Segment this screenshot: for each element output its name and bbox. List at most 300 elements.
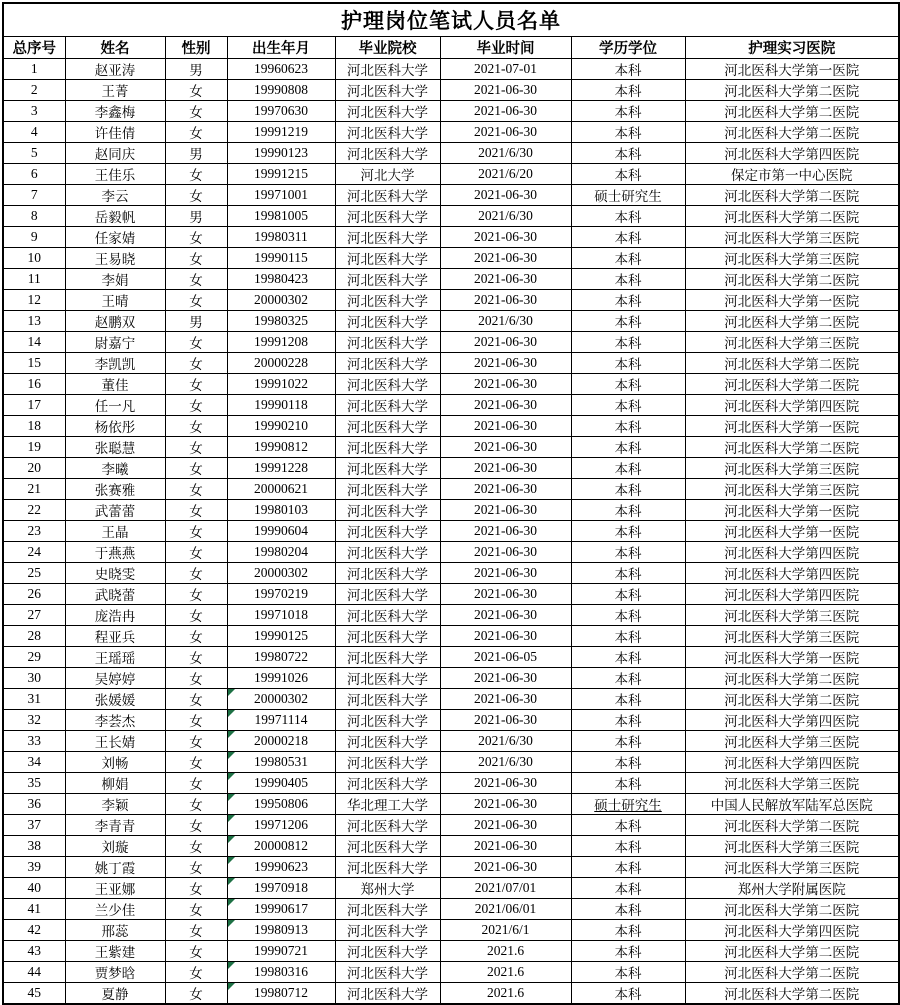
school-cell[interactable]: 郑州大学 <box>335 877 440 898</box>
graduation-date-cell[interactable]: 2021-06-30 <box>440 331 571 352</box>
serial-cell[interactable]: 34 <box>3 751 65 772</box>
birth-date-cell[interactable]: 19980423 <box>227 268 335 289</box>
hospital-cell[interactable]: 河北医科大学第二医院 <box>685 205 899 226</box>
degree-cell[interactable]: 本科 <box>571 289 685 310</box>
column-header-gender[interactable]: 性别 <box>165 36 227 58</box>
degree-cell[interactable]: 本科 <box>571 583 685 604</box>
gender-cell[interactable]: 女 <box>165 352 227 373</box>
graduation-date-cell[interactable]: 2021-06-30 <box>440 247 571 268</box>
gender-cell[interactable]: 女 <box>165 394 227 415</box>
graduation-date-cell[interactable]: 2021-06-30 <box>440 436 571 457</box>
graduation-date-cell[interactable]: 2021-06-30 <box>440 373 571 394</box>
hospital-cell[interactable]: 河北医科大学第四医院 <box>685 562 899 583</box>
hospital-cell[interactable]: 河北医科大学第三医院 <box>685 835 899 856</box>
birth-date-cell[interactable]: 19990812 <box>227 436 335 457</box>
hospital-cell[interactable]: 河北医科大学第一医院 <box>685 520 899 541</box>
gender-cell[interactable]: 女 <box>165 667 227 688</box>
name-cell[interactable]: 王紫建 <box>65 940 165 961</box>
school-cell[interactable]: 河北医科大学 <box>335 205 440 226</box>
school-cell[interactable]: 河北医科大学 <box>335 226 440 247</box>
graduation-date-cell[interactable]: 2021-06-30 <box>440 394 571 415</box>
birth-date-cell[interactable]: 19971018 <box>227 604 335 625</box>
school-cell[interactable]: 河北医科大学 <box>335 898 440 919</box>
school-cell[interactable]: 河北医科大学 <box>335 289 440 310</box>
gender-cell[interactable]: 女 <box>165 730 227 751</box>
serial-cell[interactable]: 41 <box>3 898 65 919</box>
name-cell[interactable]: 王晶 <box>65 520 165 541</box>
birth-date-cell[interactable]: 19980103 <box>227 499 335 520</box>
degree-cell[interactable]: 本科 <box>571 247 685 268</box>
name-cell[interactable]: 刘畅 <box>65 751 165 772</box>
serial-cell[interactable]: 33 <box>3 730 65 751</box>
hospital-cell[interactable]: 河北医科大学第二医院 <box>685 940 899 961</box>
serial-cell[interactable]: 19 <box>3 436 65 457</box>
serial-cell[interactable]: 29 <box>3 646 65 667</box>
degree-cell[interactable]: 本科 <box>571 478 685 499</box>
graduation-date-cell[interactable]: 2021.6 <box>440 940 571 961</box>
birth-date-cell[interactable]: 19991026 <box>227 667 335 688</box>
hospital-cell[interactable]: 河北医科大学第二医院 <box>685 79 899 100</box>
birth-date-cell[interactable]: 19991022 <box>227 373 335 394</box>
degree-cell[interactable]: 本科 <box>571 436 685 457</box>
graduation-date-cell[interactable]: 2021-07-01 <box>440 58 571 79</box>
serial-cell[interactable]: 18 <box>3 415 65 436</box>
birth-date-cell[interactable]: 19990808 <box>227 79 335 100</box>
gender-cell[interactable]: 女 <box>165 184 227 205</box>
name-cell[interactable]: 王长婧 <box>65 730 165 751</box>
gender-cell[interactable]: 女 <box>165 541 227 562</box>
name-cell[interactable]: 赵亚涛 <box>65 58 165 79</box>
degree-cell[interactable]: 本科 <box>571 688 685 709</box>
birth-date-cell[interactable]: 20000302 <box>227 562 335 583</box>
gender-cell[interactable]: 女 <box>165 919 227 940</box>
gender-cell[interactable]: 女 <box>165 835 227 856</box>
gender-cell[interactable]: 女 <box>165 961 227 982</box>
serial-cell[interactable]: 35 <box>3 772 65 793</box>
name-cell[interactable]: 许佳倩 <box>65 121 165 142</box>
serial-cell[interactable]: 26 <box>3 583 65 604</box>
birth-date-cell[interactable]: 19991215 <box>227 163 335 184</box>
school-cell[interactable]: 河北医科大学 <box>335 394 440 415</box>
birth-date-cell[interactable]: 19960623 <box>227 58 335 79</box>
serial-cell[interactable]: 8 <box>3 205 65 226</box>
graduation-date-cell[interactable]: 2021/6/30 <box>440 730 571 751</box>
hospital-cell[interactable]: 河北医科大学第三医院 <box>685 247 899 268</box>
hospital-cell[interactable]: 河北医科大学第二医院 <box>685 436 899 457</box>
name-cell[interactable]: 邢蕊 <box>65 919 165 940</box>
school-cell[interactable]: 河北医科大学 <box>335 436 440 457</box>
gender-cell[interactable]: 女 <box>165 436 227 457</box>
serial-cell[interactable]: 39 <box>3 856 65 877</box>
degree-cell[interactable]: 本科 <box>571 772 685 793</box>
graduation-date-cell[interactable]: 2021-06-30 <box>440 835 571 856</box>
school-cell[interactable]: 河北医科大学 <box>335 352 440 373</box>
graduation-date-cell[interactable]: 2021-06-30 <box>440 79 571 100</box>
column-header-name[interactable]: 姓名 <box>65 36 165 58</box>
degree-cell[interactable]: 本科 <box>571 898 685 919</box>
school-cell[interactable]: 河北医科大学 <box>335 457 440 478</box>
name-cell[interactable]: 柳娟 <box>65 772 165 793</box>
school-cell[interactable]: 河北医科大学 <box>335 688 440 709</box>
serial-cell[interactable]: 12 <box>3 289 65 310</box>
degree-cell[interactable]: 本科 <box>571 961 685 982</box>
serial-cell[interactable]: 31 <box>3 688 65 709</box>
gender-cell[interactable]: 女 <box>165 625 227 646</box>
graduation-date-cell[interactable]: 2021/6/1 <box>440 919 571 940</box>
name-cell[interactable]: 武蕾蕾 <box>65 499 165 520</box>
degree-cell[interactable]: 本科 <box>571 751 685 772</box>
school-cell[interactable]: 河北医科大学 <box>335 583 440 604</box>
hospital-cell[interactable]: 保定市第一中心医院 <box>685 163 899 184</box>
school-cell[interactable]: 河北医科大学 <box>335 709 440 730</box>
degree-cell[interactable]: 本科 <box>571 562 685 583</box>
name-cell[interactable]: 王晴 <box>65 289 165 310</box>
degree-cell[interactable]: 本科 <box>571 667 685 688</box>
name-cell[interactable]: 岳毅帆 <box>65 205 165 226</box>
hospital-cell[interactable]: 河北医科大学第四医院 <box>685 541 899 562</box>
gender-cell[interactable]: 女 <box>165 100 227 121</box>
hospital-cell[interactable]: 河北医科大学第一医院 <box>685 415 899 436</box>
gender-cell[interactable]: 女 <box>165 415 227 436</box>
gender-cell[interactable]: 女 <box>165 268 227 289</box>
gender-cell[interactable]: 女 <box>165 226 227 247</box>
school-cell[interactable]: 河北医科大学 <box>335 940 440 961</box>
hospital-cell[interactable]: 河北医科大学第二医院 <box>685 121 899 142</box>
school-cell[interactable]: 河北医科大学 <box>335 667 440 688</box>
school-cell[interactable]: 河北医科大学 <box>335 58 440 79</box>
graduation-date-cell[interactable]: 2021/6/30 <box>440 205 571 226</box>
birth-date-cell[interactable]: 19970918 <box>227 877 335 898</box>
hospital-cell[interactable]: 中国人民解放军陆军总医院 <box>685 793 899 814</box>
school-cell[interactable]: 河北医科大学 <box>335 121 440 142</box>
serial-cell[interactable]: 1 <box>3 58 65 79</box>
graduation-date-cell[interactable]: 2021-06-30 <box>440 121 571 142</box>
gender-cell[interactable]: 男 <box>165 58 227 79</box>
school-cell[interactable]: 河北医科大学 <box>335 604 440 625</box>
birth-date-cell[interactable]: 19980204 <box>227 541 335 562</box>
gender-cell[interactable]: 女 <box>165 457 227 478</box>
school-cell[interactable]: 河北医科大学 <box>335 646 440 667</box>
degree-cell[interactable]: 本科 <box>571 604 685 625</box>
degree-cell[interactable]: 本科 <box>571 163 685 184</box>
birth-date-cell[interactable]: 19990405 <box>227 772 335 793</box>
school-cell[interactable]: 河北医科大学 <box>335 499 440 520</box>
birth-date-cell[interactable]: 19991228 <box>227 457 335 478</box>
name-cell[interactable]: 李鑫梅 <box>65 100 165 121</box>
serial-cell[interactable]: 6 <box>3 163 65 184</box>
degree-cell[interactable]: 本科 <box>571 226 685 247</box>
serial-cell[interactable]: 40 <box>3 877 65 898</box>
graduation-date-cell[interactable]: 2021-06-30 <box>440 583 571 604</box>
name-cell[interactable]: 李青青 <box>65 814 165 835</box>
name-cell[interactable]: 李凯凯 <box>65 352 165 373</box>
name-cell[interactable]: 贾梦晗 <box>65 961 165 982</box>
graduation-date-cell[interactable]: 2021-06-30 <box>440 856 571 877</box>
graduation-date-cell[interactable]: 2021-06-30 <box>440 289 571 310</box>
graduation-date-cell[interactable]: 2021-06-30 <box>440 100 571 121</box>
degree-cell[interactable]: 本科 <box>571 415 685 436</box>
gender-cell[interactable]: 女 <box>165 247 227 268</box>
hospital-cell[interactable]: 河北医科大学第一医院 <box>685 499 899 520</box>
name-cell[interactable]: 任家婧 <box>65 226 165 247</box>
hospital-cell[interactable]: 河北医科大学第三医院 <box>685 604 899 625</box>
name-cell[interactable]: 史晓雯 <box>65 562 165 583</box>
name-cell[interactable]: 庞浩冉 <box>65 604 165 625</box>
column-header-degree[interactable]: 学历学位 <box>571 36 685 58</box>
graduation-date-cell[interactable]: 2021/6/30 <box>440 142 571 163</box>
degree-cell[interactable]: 本科 <box>571 79 685 100</box>
serial-cell[interactable]: 4 <box>3 121 65 142</box>
birth-date-cell[interactable]: 19971001 <box>227 184 335 205</box>
hospital-cell[interactable]: 河北医科大学第三医院 <box>685 625 899 646</box>
graduation-date-cell[interactable]: 2021-06-30 <box>440 541 571 562</box>
hospital-cell[interactable]: 河北医科大学第四医院 <box>685 709 899 730</box>
name-cell[interactable]: 尉嘉宁 <box>65 331 165 352</box>
serial-cell[interactable]: 27 <box>3 604 65 625</box>
name-cell[interactable]: 王亚娜 <box>65 877 165 898</box>
name-cell[interactable]: 杨依彤 <box>65 415 165 436</box>
name-cell[interactable]: 王瑶瑶 <box>65 646 165 667</box>
school-cell[interactable]: 河北医科大学 <box>335 856 440 877</box>
degree-cell[interactable]: 本科 <box>571 457 685 478</box>
degree-cell[interactable]: 本科 <box>571 142 685 163</box>
serial-cell[interactable]: 45 <box>3 982 65 1004</box>
degree-cell[interactable]: 本科 <box>571 121 685 142</box>
birth-date-cell[interactable]: 19990721 <box>227 940 335 961</box>
gender-cell[interactable]: 女 <box>165 856 227 877</box>
birth-date-cell[interactable]: 20000621 <box>227 478 335 499</box>
birth-date-cell[interactable]: 19990210 <box>227 415 335 436</box>
graduation-date-cell[interactable]: 2021-06-30 <box>440 268 571 289</box>
school-cell[interactable]: 河北医科大学 <box>335 541 440 562</box>
school-cell[interactable]: 河北医科大学 <box>335 730 440 751</box>
birth-date-cell[interactable]: 19971114 <box>227 709 335 730</box>
degree-cell[interactable]: 本科 <box>571 541 685 562</box>
hospital-cell[interactable]: 河北医科大学第三医院 <box>685 331 899 352</box>
hospital-cell[interactable]: 河北医科大学第二医院 <box>685 100 899 121</box>
name-cell[interactable]: 吴婷婷 <box>65 667 165 688</box>
degree-cell[interactable]: 本科 <box>571 58 685 79</box>
birth-date-cell[interactable]: 19980325 <box>227 310 335 331</box>
degree-cell[interactable]: 本科 <box>571 709 685 730</box>
gender-cell[interactable]: 女 <box>165 121 227 142</box>
serial-cell[interactable]: 21 <box>3 478 65 499</box>
degree-cell[interactable]: 本科 <box>571 646 685 667</box>
school-cell[interactable]: 河北医科大学 <box>335 331 440 352</box>
serial-cell[interactable]: 43 <box>3 940 65 961</box>
hospital-cell[interactable]: 河北医科大学第二医院 <box>685 373 899 394</box>
hospital-cell[interactable]: 河北医科大学第二医院 <box>685 982 899 1004</box>
serial-cell[interactable]: 9 <box>3 226 65 247</box>
school-cell[interactable]: 河北医科大学 <box>335 814 440 835</box>
name-cell[interactable]: 程亚兵 <box>65 625 165 646</box>
gender-cell[interactable]: 男 <box>165 142 227 163</box>
serial-cell[interactable]: 25 <box>3 562 65 583</box>
gender-cell[interactable]: 女 <box>165 499 227 520</box>
hospital-cell[interactable]: 河北医科大学第三医院 <box>685 457 899 478</box>
degree-cell[interactable]: 本科 <box>571 520 685 541</box>
hospital-cell[interactable]: 河北医科大学第四医院 <box>685 394 899 415</box>
hospital-cell[interactable]: 河北医科大学第四医院 <box>685 142 899 163</box>
graduation-date-cell[interactable]: 2021-06-30 <box>440 709 571 730</box>
graduation-date-cell[interactable]: 2021-06-30 <box>440 562 571 583</box>
gender-cell[interactable]: 女 <box>165 940 227 961</box>
serial-cell[interactable]: 15 <box>3 352 65 373</box>
serial-cell[interactable]: 24 <box>3 541 65 562</box>
serial-cell[interactable]: 10 <box>3 247 65 268</box>
name-cell[interactable]: 李云 <box>65 184 165 205</box>
name-cell[interactable]: 李荟杰 <box>65 709 165 730</box>
school-cell[interactable]: 河北医科大学 <box>335 478 440 499</box>
column-header-graduation-date[interactable]: 毕业时间 <box>440 36 571 58</box>
birth-date-cell[interactable]: 19990125 <box>227 625 335 646</box>
birth-date-cell[interactable]: 19970219 <box>227 583 335 604</box>
graduation-date-cell[interactable]: 2021-06-05 <box>440 646 571 667</box>
name-cell[interactable]: 姚丁霞 <box>65 856 165 877</box>
school-cell[interactable]: 河北医科大学 <box>335 520 440 541</box>
serial-cell[interactable]: 7 <box>3 184 65 205</box>
name-cell[interactable]: 王菁 <box>65 79 165 100</box>
name-cell[interactable]: 武晓蕾 <box>65 583 165 604</box>
name-cell[interactable]: 张聪慧 <box>65 436 165 457</box>
gender-cell[interactable]: 女 <box>165 877 227 898</box>
school-cell[interactable]: 河北医科大学 <box>335 961 440 982</box>
school-cell[interactable]: 河北医科大学 <box>335 919 440 940</box>
birth-date-cell[interactable]: 20000228 <box>227 352 335 373</box>
hospital-cell[interactable]: 河北医科大学第三医院 <box>685 772 899 793</box>
hospital-cell[interactable]: 河北医科大学第二医院 <box>685 184 899 205</box>
hospital-cell[interactable]: 河北医科大学第二医院 <box>685 688 899 709</box>
school-cell[interactable]: 河北医科大学 <box>335 310 440 331</box>
gender-cell[interactable]: 女 <box>165 562 227 583</box>
degree-cell[interactable]: 本科 <box>571 331 685 352</box>
graduation-date-cell[interactable]: 2021-06-30 <box>440 793 571 814</box>
gender-cell[interactable]: 男 <box>165 310 227 331</box>
school-cell[interactable]: 河北大学 <box>335 163 440 184</box>
serial-cell[interactable]: 28 <box>3 625 65 646</box>
birth-date-cell[interactable]: 20000812 <box>227 835 335 856</box>
school-cell[interactable]: 河北医科大学 <box>335 100 440 121</box>
graduation-date-cell[interactable]: 2021-06-30 <box>440 415 571 436</box>
column-header-serial[interactable]: 总序号 <box>3 36 65 58</box>
birth-date-cell[interactable]: 19990617 <box>227 898 335 919</box>
name-cell[interactable]: 董佳 <box>65 373 165 394</box>
school-cell[interactable]: 河北医科大学 <box>335 373 440 394</box>
birth-date-cell[interactable]: 19990115 <box>227 247 335 268</box>
serial-cell[interactable]: 30 <box>3 667 65 688</box>
name-cell[interactable]: 兰少佳 <box>65 898 165 919</box>
hospital-cell[interactable]: 河北医科大学第三医院 <box>685 856 899 877</box>
school-cell[interactable]: 河北医科大学 <box>335 625 440 646</box>
serial-cell[interactable]: 5 <box>3 142 65 163</box>
degree-cell[interactable]: 本科 <box>571 919 685 940</box>
gender-cell[interactable]: 男 <box>165 205 227 226</box>
serial-cell[interactable]: 42 <box>3 919 65 940</box>
gender-cell[interactable]: 女 <box>165 793 227 814</box>
gender-cell[interactable]: 女 <box>165 751 227 772</box>
name-cell[interactable]: 夏静 <box>65 982 165 1004</box>
name-cell[interactable]: 李娟 <box>65 268 165 289</box>
school-cell[interactable]: 河北医科大学 <box>335 982 440 1004</box>
hospital-cell[interactable]: 河北医科大学第三医院 <box>685 478 899 499</box>
birth-date-cell[interactable]: 20000302 <box>227 289 335 310</box>
gender-cell[interactable]: 女 <box>165 709 227 730</box>
graduation-date-cell[interactable]: 2021-06-30 <box>440 520 571 541</box>
birth-date-cell[interactable]: 19980712 <box>227 982 335 1004</box>
gender-cell[interactable]: 女 <box>165 478 227 499</box>
birth-date-cell[interactable]: 19991208 <box>227 331 335 352</box>
birth-date-cell[interactable]: 19980722 <box>227 646 335 667</box>
graduation-date-cell[interactable]: 2021-06-30 <box>440 184 571 205</box>
hospital-cell[interactable]: 河北医科大学第二医院 <box>685 352 899 373</box>
gender-cell[interactable]: 女 <box>165 331 227 352</box>
serial-cell[interactable]: 32 <box>3 709 65 730</box>
gender-cell[interactable]: 女 <box>165 646 227 667</box>
school-cell[interactable]: 河北医科大学 <box>335 142 440 163</box>
graduation-date-cell[interactable]: 2021-06-30 <box>440 478 571 499</box>
gender-cell[interactable]: 女 <box>165 604 227 625</box>
hospital-cell[interactable]: 河北医科大学第四医院 <box>685 751 899 772</box>
gender-cell[interactable]: 女 <box>165 163 227 184</box>
graduation-date-cell[interactable]: 2021-06-30 <box>440 688 571 709</box>
serial-cell[interactable]: 38 <box>3 835 65 856</box>
birth-date-cell[interactable]: 19990118 <box>227 394 335 415</box>
gender-cell[interactable]: 女 <box>165 982 227 1004</box>
hospital-cell[interactable]: 郑州大学附属医院 <box>685 877 899 898</box>
serial-cell[interactable]: 17 <box>3 394 65 415</box>
degree-cell[interactable]: 本科 <box>571 856 685 877</box>
hospital-cell[interactable]: 河北医科大学第二医院 <box>685 310 899 331</box>
gender-cell[interactable]: 女 <box>165 583 227 604</box>
school-cell[interactable]: 河北医科大学 <box>335 79 440 100</box>
graduation-date-cell[interactable]: 2021-06-30 <box>440 352 571 373</box>
school-cell[interactable]: 河北医科大学 <box>335 562 440 583</box>
gender-cell[interactable]: 女 <box>165 373 227 394</box>
degree-cell[interactable]: 本科 <box>571 982 685 1004</box>
birth-date-cell[interactable]: 19980316 <box>227 961 335 982</box>
birth-date-cell[interactable]: 19950806 <box>227 793 335 814</box>
graduation-date-cell[interactable]: 2021.6 <box>440 961 571 982</box>
school-cell[interactable]: 河北医科大学 <box>335 772 440 793</box>
name-cell[interactable]: 于燕燕 <box>65 541 165 562</box>
graduation-date-cell[interactable]: 2021-06-30 <box>440 457 571 478</box>
degree-cell[interactable]: 本科 <box>571 100 685 121</box>
name-cell[interactable]: 赵鹏双 <box>65 310 165 331</box>
degree-cell[interactable]: 本科 <box>571 394 685 415</box>
hospital-cell[interactable]: 河北医科大学第二医院 <box>685 961 899 982</box>
school-cell[interactable]: 河北医科大学 <box>335 247 440 268</box>
column-header-birth-date[interactable]: 出生年月 <box>227 36 335 58</box>
name-cell[interactable]: 任一凡 <box>65 394 165 415</box>
hospital-cell[interactable]: 河北医科大学第一医院 <box>685 646 899 667</box>
name-cell[interactable]: 王易晓 <box>65 247 165 268</box>
school-cell[interactable]: 河北医科大学 <box>335 268 440 289</box>
degree-cell[interactable]: 本科 <box>571 835 685 856</box>
hospital-cell[interactable]: 河北医科大学第四医院 <box>685 583 899 604</box>
degree-cell[interactable]: 本科 <box>571 268 685 289</box>
serial-cell[interactable]: 37 <box>3 814 65 835</box>
column-header-hospital[interactable]: 护理实习医院 <box>685 36 899 58</box>
graduation-date-cell[interactable]: 2021-06-30 <box>440 772 571 793</box>
serial-cell[interactable]: 13 <box>3 310 65 331</box>
birth-date-cell[interactable]: 19980311 <box>227 226 335 247</box>
hospital-cell[interactable]: 河北医科大学第二医院 <box>685 898 899 919</box>
gender-cell[interactable]: 女 <box>165 289 227 310</box>
birth-date-cell[interactable]: 19990123 <box>227 142 335 163</box>
degree-cell[interactable]: 硕士研究生 <box>571 793 685 814</box>
serial-cell[interactable]: 2 <box>3 79 65 100</box>
birth-date-cell[interactable]: 19990604 <box>227 520 335 541</box>
